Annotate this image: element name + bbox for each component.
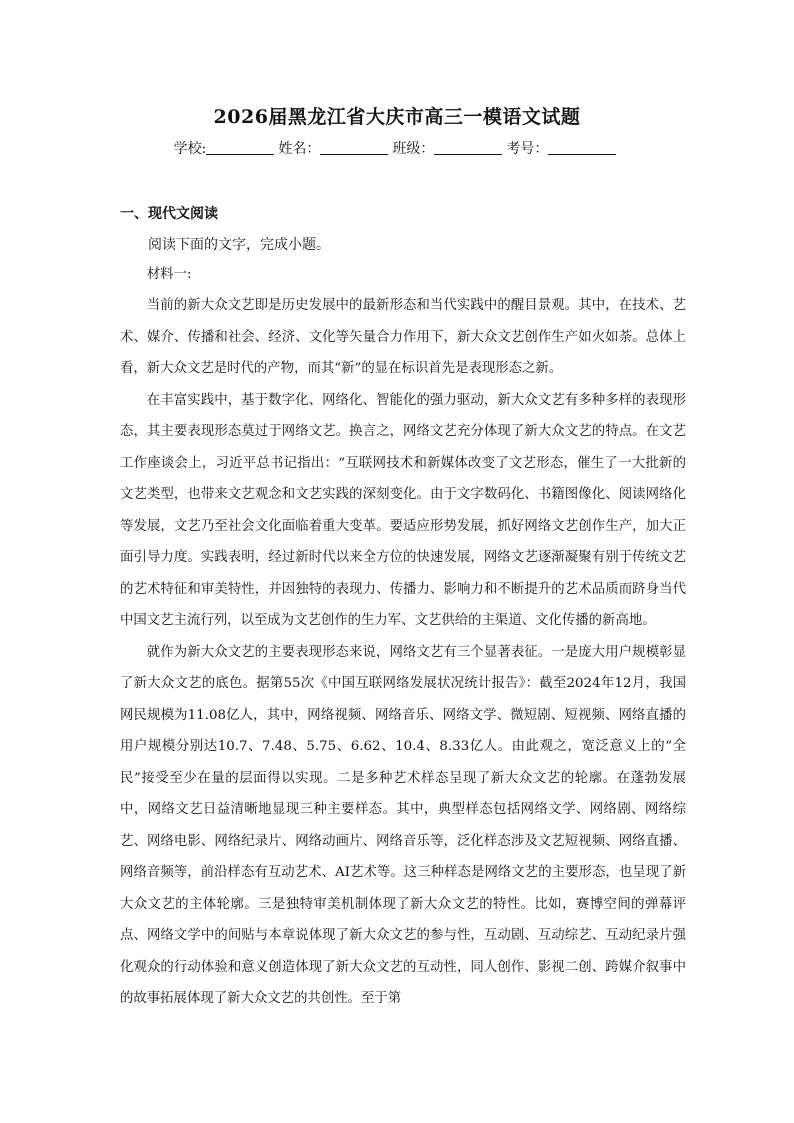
student-info-line (0, 138, 794, 158)
paragraph-3: 就作为新大众文艺的主要表现形态来说，网络文艺有三个显著表征。一是庞大用户规模彰显了新大众文艺的底色。据第55次《中国互联网络发展状况统计报告》：截至2024年12月，我国网民规模为11.08亿人，其中，网络视频、网络音乐、网络文学、微短剧、短视频、网络直播的用户规模分别达10.7、7.48、5.75、6.62、10.4、8.33亿人。由此观之，宽泛意义上的“全民”接受至少在量的层面得以实现。二是多种艺术样态呈现了新大众文艺的轮廓。在蓬勃发展中，网络文艺日益清晰地显现三种主要样态。其中，典型样态包括网络文学、网络剧、网络综艺、网络电影、网络纪录片、网络动画片、网络音乐等，泛化样态涉及文艺短视频、网络直播、网络音频等，前沿样态有互动艺术、AI艺术等。这三种样态是网络文艺的主要形态，也呈现了新大众文艺的主体轮廓。三是独特审美机制体现了新大众文艺的特性。比如，赛博空间的弹幕评点、网络文学中的间贴与本章说体现了新大众文艺的参与性，互动剧、互动综艺、互动纪录片强化观众的行动体验和意义创造体现了新大众文艺的互动性，同人创作、影视二创、跨媒介叙事中的故事拓展体现了新大众文艺的共创性。至于第 (120, 644, 686, 1006)
class-blank (434, 140, 502, 155)
reading-body (120, 230, 686, 1015)
section-heading: 一、现代文阅读 (120, 206, 218, 222)
exam-number-blank (548, 140, 616, 155)
paragraph-1: 当前的新大众文艺即是历史发展中的最新形态和当代实践中的醒目景观。其中，在技术、艺术、媒介、传播和社会、经济、文化等矢量合力作用下，新大众文艺创作生产如火如荼。总体上看，新大众文艺是时代的产物，而其“新”的显在标识首先是表现形态之新。 (120, 298, 686, 376)
reading-instruction: 阅读下面的文字，完成小题。 (148, 237, 330, 253)
school-blank (206, 140, 274, 155)
name-label: 姓名： (278, 141, 321, 157)
exam-number-label: 考号： (506, 141, 549, 157)
name-blank (320, 140, 388, 155)
paragraph-2: 在丰富实践中，基于数字化、网络化、智能化的强力驱动，新大众文艺有多种多样的表现形态，其主要表现形态莫过于网络文艺。换言之，网络文艺充分体现了新大众文艺的特点。在文艺工作座谈会上，习近平总书记指出：“互联网技术和新媒体改变了文艺形态，催生了一大批新的文艺类型，也带来文艺观念和文艺实践的深刻变化。由于文字数码化、书籍图像化、阅读网络化等发展，文艺乃至社会文化面临着重大变革。要适应形势发展，抓好网络文艺创作生产，加大正面引导力度。实践表明，经过新时代以来全方位的快速发展，网络文艺逐渐凝聚有别于传统文艺的艺术特征和审美特性，并因独特的表现力、传播力、影响力和不断提升的艺术品质而跻身当代中国文艺主流行列，以至成为文艺创作的生力军、文艺供给的主渠道、文化传播的新高地。 (120, 392, 686, 628)
exam-title: 2026届黑龙江省大庆市高三一模语文试题 (213, 106, 581, 128)
school-label: 学校: (173, 141, 207, 157)
class-label: 班级： (392, 141, 435, 157)
material-label: 材料一: (146, 267, 192, 282)
